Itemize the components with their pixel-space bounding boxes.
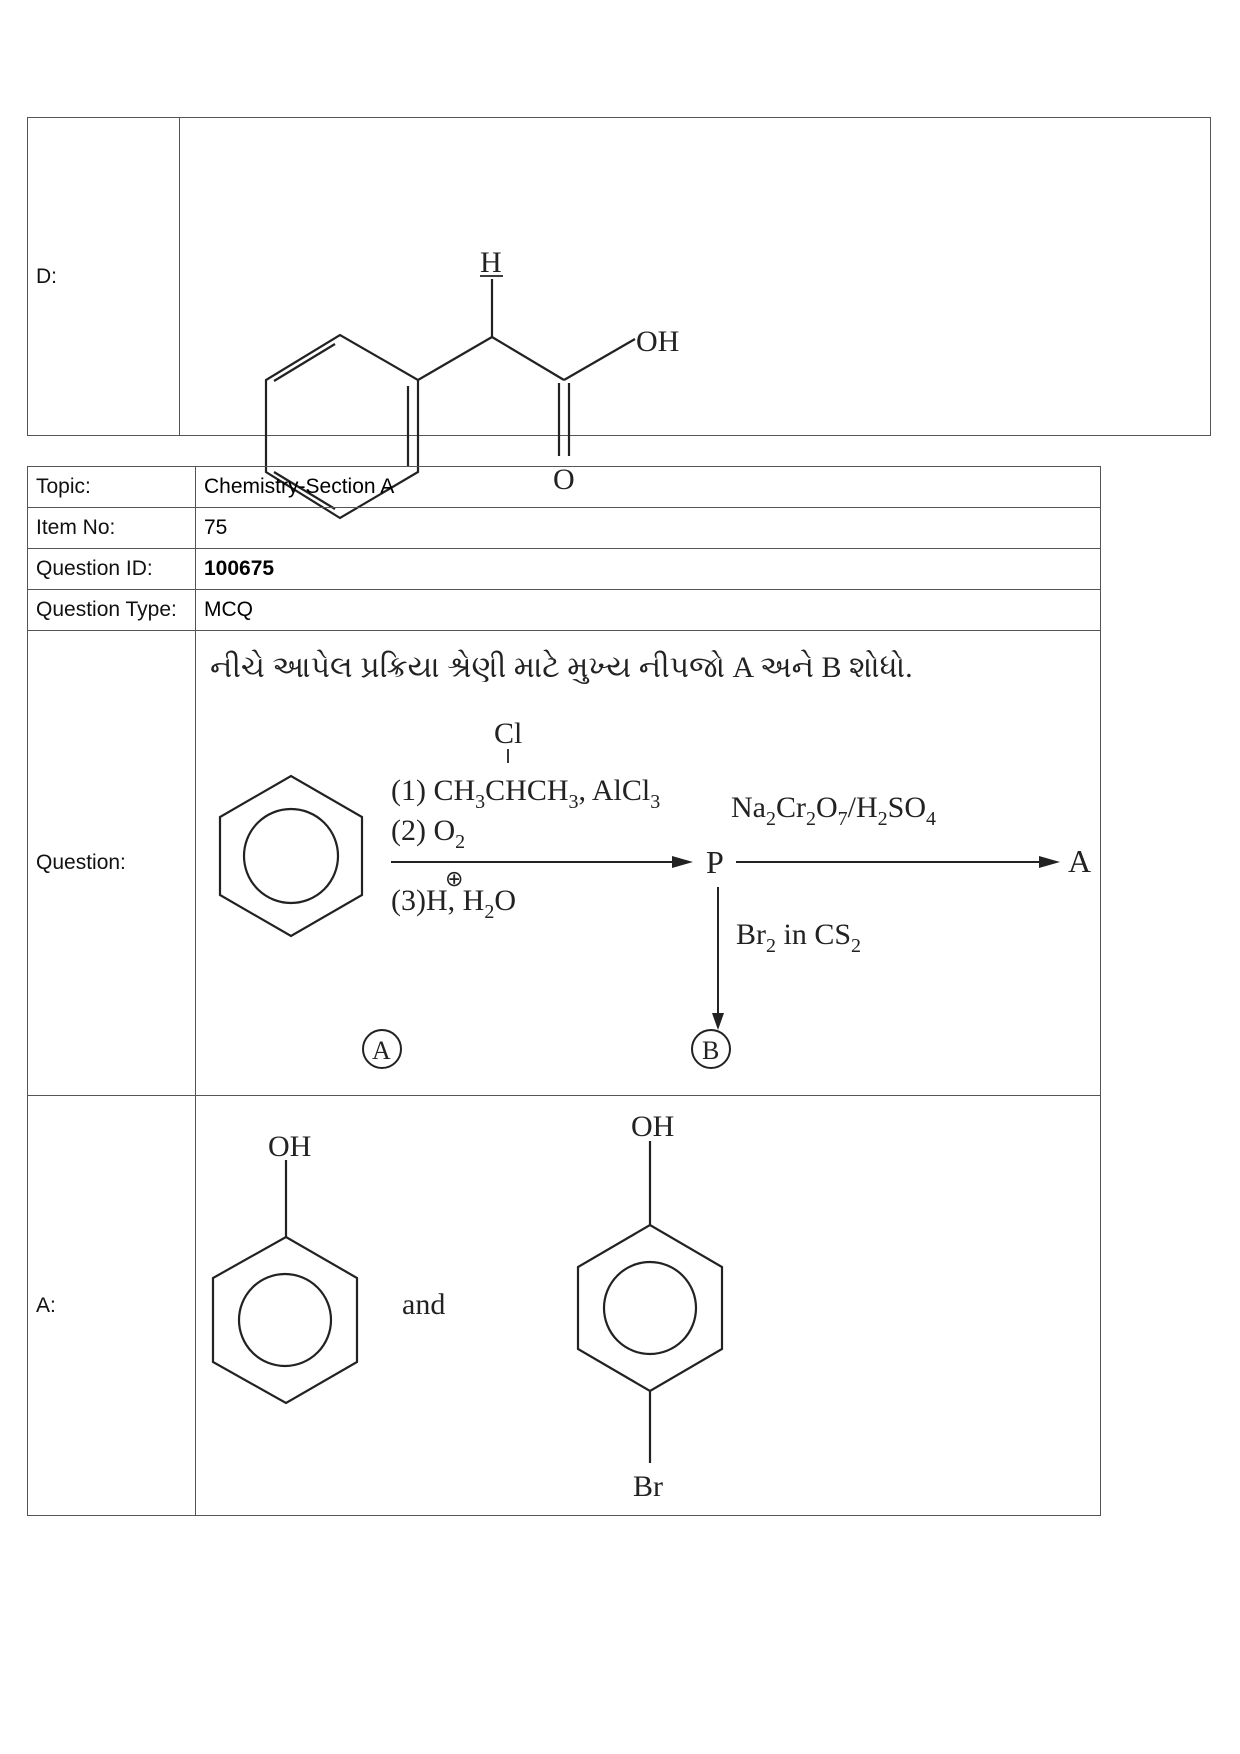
question-label: Question: <box>28 631 196 1096</box>
question-type-value: MCQ <box>196 590 1101 631</box>
aromatic-circle <box>244 809 338 903</box>
proton-charge: ⊕ <box>445 865 464 891</box>
intermediate-p: P <box>706 843 724 880</box>
bromophenol-oh: OH <box>631 1109 675 1143</box>
bromophenol-br: Br <box>633 1469 663 1503</box>
question-prompt: નીચે આપેલ પ્રક્રિયા શ્રેણી માટે મુખ્ય નીપજો A અને B શોધો. <box>210 650 913 684</box>
question-table <box>27 466 1101 1516</box>
row-answer <box>28 1096 1101 1516</box>
row-question-type <box>28 590 1101 631</box>
arrow-head-down <box>712 1013 724 1030</box>
option-d-label: D: <box>28 118 180 436</box>
and-text: and <box>402 1287 446 1321</box>
bromophenol-ring <box>578 1225 722 1391</box>
benzene-reactant <box>220 776 362 936</box>
question-id-label: Question ID: <box>28 549 196 590</box>
question-content-cell <box>196 631 1101 1096</box>
reaction-scheme <box>196 632 1100 1095</box>
answer-structures <box>196 1097 1100 1515</box>
step-3-reagent: (3)H, $H_2O$ <box>391 883 516 923</box>
atom-o: O <box>553 462 575 496</box>
oxidation-reagent: $Na_2Cr_2O_7/H_2SO_4$ <box>731 790 937 830</box>
product-a-label: A <box>1068 842 1092 879</box>
circled-a-label: A <box>372 1035 391 1065</box>
row-question-id <box>28 549 1101 590</box>
item-no-value: 75 <box>196 508 1101 549</box>
question-id-value: 100675 <box>196 549 1101 590</box>
bromination-reagent: $Br_2$ in $CS_2$ <box>736 917 862 957</box>
row-question <box>28 631 1101 1096</box>
atom-h: H <box>480 245 502 279</box>
bromophenol-aromatic-circle <box>604 1262 696 1354</box>
step-1-reagent: (1) $CH_3CHCH_3$, AlCl$_3$ <box>391 773 661 813</box>
item-no-label: Item No: <box>28 508 196 549</box>
arrow-head-1 <box>672 856 693 868</box>
arrow-head-2 <box>1039 856 1060 868</box>
topic-value: Chemistry-Section A <box>196 467 1101 508</box>
answer-content-cell <box>196 1096 1101 1516</box>
circled-b-label: B <box>702 1035 720 1065</box>
question-type-label: Question Type: <box>28 590 196 631</box>
phenol-oh: OH <box>268 1129 312 1163</box>
phenol-aromatic-circle <box>239 1274 331 1366</box>
atom-oh: OH <box>636 324 680 358</box>
phenol-ring <box>213 1237 357 1403</box>
step-2-reagent: (2) $O_2$ <box>391 813 466 853</box>
topic-label: Topic: <box>28 467 196 508</box>
chloro-label: Cl <box>494 716 523 750</box>
row-topic <box>28 467 1101 508</box>
row-item-no <box>28 508 1101 549</box>
answer-label: A: <box>28 1096 196 1516</box>
